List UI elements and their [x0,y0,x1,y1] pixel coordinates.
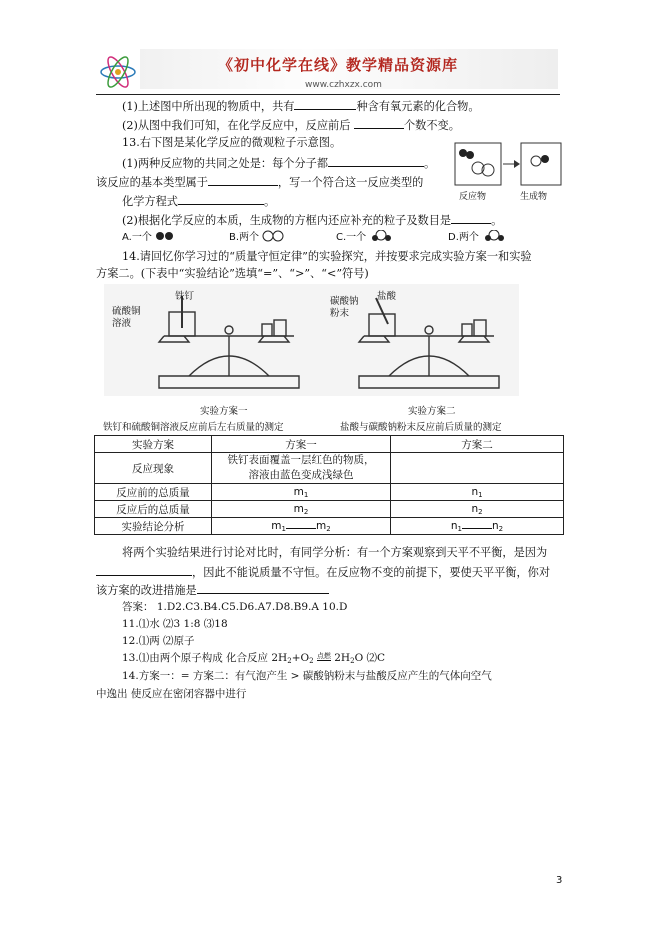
q13-1-text-b: 。 [424,157,436,170]
table-row [95,501,564,518]
diagram-reactant-label: 反应物 [459,192,487,202]
option-b-text: B.两个 [229,232,260,243]
diagram-product-label: 生成物 [520,192,548,202]
page-number: 3 [556,875,563,886]
mass-before-2 [391,484,564,501]
table-header-cell: 方案二 [391,436,564,453]
answer-13-text-a: 13.⑴由两个原子构成 化合反应 2H [122,652,288,664]
sub-2: 2 [287,657,292,665]
q14-line1: 14.请回忆你学习过的“质量守恒定律”的实验探究，并按要求完成实验方案一和实验 [122,250,532,263]
answer-1-10: 答案： 1.D2.C3.B4.C5.D6.A7.D8.B9.A 10.D [122,601,348,613]
phenomenon-line-2: 溶液由蓝色变成浅绿色 [248,469,354,481]
discussion-line1: 将两个实验结果进行讨论对比时，有同学分析：有一个方案观察到天平不平衡，是因为 [122,546,548,559]
row-label: 反应前的总质量 [95,484,212,501]
q13-2-line [122,211,502,229]
option-b [229,230,286,246]
discussion-line2 [96,563,550,581]
option-b-molecule-icon [262,230,286,242]
q13-1-line [122,154,435,172]
sub-2: 2 [309,657,314,665]
q13-type-blank [208,173,278,186]
table-row [95,518,564,535]
q1-blank [294,97,356,110]
q2-line [122,116,460,134]
mass-after-2 [391,501,564,518]
label-sodium-carbonate: 碳酸钠粉末 [330,296,359,319]
discussion-line3 [96,581,329,599]
option-a [122,230,179,246]
sub-1: 1 [478,490,483,499]
atom-logo-icon [98,52,138,92]
sub-2: 2 [350,657,355,665]
table-row [95,453,564,484]
option-d-molecule-icon [482,230,506,242]
table-header-row [95,436,564,453]
q13-title: 13.右下图是某化学反应的微观粒子示意图。 [122,136,342,149]
q13-1-text-a: (1)两种反应物的共同之处是：每个分子都 [122,157,329,170]
answer-14-line2: 中逸出 使反应在密闭容器中进行 [96,688,247,700]
mass-after-1 [212,501,391,518]
table-row [95,484,564,501]
option-a-text: A.一个 [122,232,152,243]
n-symbol: n [471,485,479,498]
sub-2: 2 [478,507,483,516]
q13-eq-end: 。 [263,195,276,208]
experiment-figures [104,284,519,412]
row-label: 实验结论分析 [95,518,212,535]
option-a-molecule-icon [155,231,179,241]
q13-eq-blank [178,192,264,205]
answer-11: 11.⑴水 ⑵3 1:8 ⑶18 [122,618,228,630]
n-symbol: n [492,520,499,532]
sub-1: 1 [457,525,462,533]
q2-blank [354,116,404,129]
q14-line2: 方案二。(下表中“实验结论”选填“=”、“>”、“<”符号) [96,267,369,280]
q1-line [122,97,480,115]
m-symbol: m [316,520,327,532]
header-url: www.czhxzx.com [305,80,382,90]
conclusion-1 [212,518,391,535]
option-c-text: C.一个 [336,232,367,243]
option-c-molecule-icon [369,230,393,242]
q13-eq-text: 化学方程式 [122,195,178,208]
q13-type-text-a: 该反应的基本类型属于 [96,176,208,189]
answer-13-text-c: 2H [330,652,351,664]
option-d [448,230,506,246]
row-label: 反应现象 [95,453,212,484]
m-symbol: m [293,485,304,498]
answer-13 [122,650,385,669]
option-d-text: D.两个 [448,232,479,243]
sub-2: 2 [303,507,309,516]
label-copper-sulfate: 硫酸铜溶液 [112,306,141,329]
q13-type-text-b: ，写一个符合这一反应类型的 [277,176,424,189]
q13-2-text-a: (2)根据化学反应的本质，生成物的方框内还应补充的粒子及数目是 [122,214,452,227]
table-header-cell: 实验方案 [95,436,212,453]
n-symbol: n [450,520,458,532]
table-header-cell: 方案一 [212,436,391,453]
label-hydrochloric-acid: 盐酸 [377,291,397,302]
caption-plan-1: 实验方案一 [200,406,248,417]
q2-text-a: (2)从图中我们可知，在化学反应中，反应前后 [122,119,351,132]
answer-13-text-b: +O [291,652,310,664]
caption-long-1: 铁钉和硫酸铜溶液反应前后左右质量的测定 [103,422,284,433]
discussion-text-2: ，因此不能说质量不守恒。在反应物不变的前提下，要使天平平衡，你对 [192,566,551,579]
phenomenon-line-1: 铁钉表面覆盖一层红色的物质， [227,454,375,466]
answer-13-text-d: O ⑵C [354,652,386,664]
caption-plan-2: 实验方案二 [408,406,456,417]
q1-text-b: 种含有氧元素的化合物。 [356,100,480,113]
q13-eq-line [122,192,275,210]
mass-before-1 [212,484,391,501]
m-symbol: m [293,502,304,515]
answer-14-line1: 14.方案一：= 方案二：有气泡产生 > 碳酸钠粉末与盐酸反应产生的气体向空气 [122,670,492,682]
sub-1: 1 [281,525,286,533]
q13-type-line [96,173,423,191]
q2-text-b: 个数不变。 [403,119,460,132]
discussion-blank-1 [96,563,192,576]
sub-1: 1 [303,490,309,499]
discussion-blank-2 [197,581,329,594]
header-title: 《初中化学在线》教学精品资源库 [218,56,459,74]
experiment-table [94,435,564,535]
n-symbol: n [471,502,479,515]
label-nail: 铁钉 [175,291,195,302]
header-divider [96,94,560,95]
reaction-phenomenon [212,453,391,484]
discussion-text-3: 该方案的改进措施是 [96,584,197,597]
table-cell-empty [391,453,564,484]
answer-12: 12.⑴两 ⑵原子 [122,635,195,647]
q13-2-blank [451,211,491,224]
condition-ignite: 点燃 [316,652,331,660]
conclusion-2 [391,518,564,535]
row-label: 反应后的总质量 [95,501,212,518]
caption-long-2: 盐酸与碳酸钠粉末反应前后质量的测定 [340,422,502,433]
q13-2-text-b: 。 [491,214,503,227]
q1-text-a: (1)上述图中所出现的物质中，共有 [122,100,295,113]
option-c [336,230,393,246]
m-symbol: m [271,520,282,532]
sub-2: 2 [498,525,504,533]
conclusion-blank-1 [286,519,316,529]
sub-2: 2 [326,525,331,533]
conclusion-blank-2 [462,519,492,529]
q13-1-blank [328,154,424,167]
